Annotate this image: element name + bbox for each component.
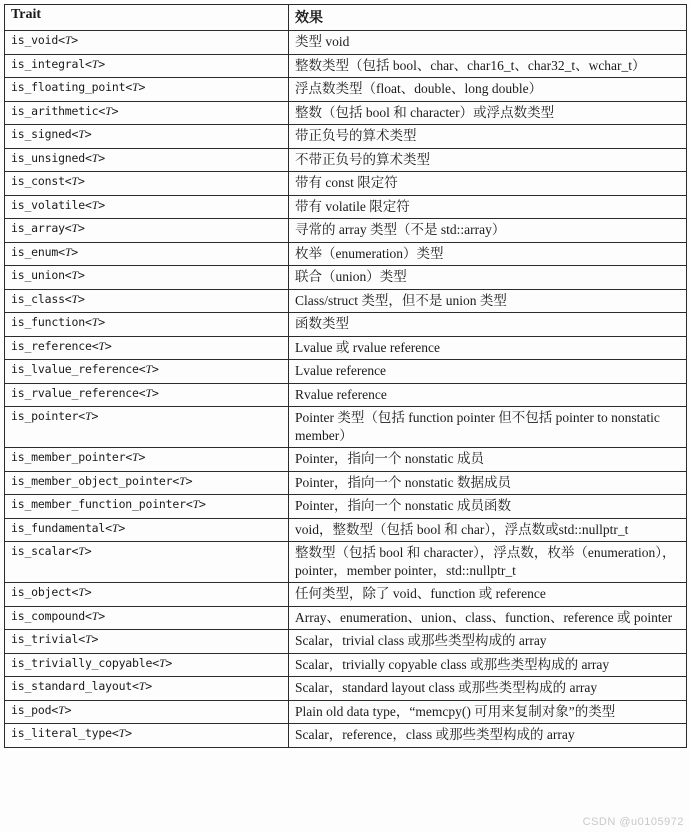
angle-close: >: [78, 268, 85, 282]
trait-template-param: T: [132, 450, 139, 464]
trait-name-cell: [5, 724, 289, 748]
angle-open: <: [138, 385, 146, 400]
angle-close: >: [91, 409, 99, 423]
trait-name: is_rvalue_reference: [11, 385, 139, 400]
trait-effect-cell: Pointer，指向一个 nonstatic 数据成员: [289, 471, 687, 495]
trait-name-cell: [5, 448, 289, 472]
trait-name-cell: [5, 125, 289, 149]
trait-name: is_member_pointer: [11, 450, 126, 464]
angle-open: <: [58, 244, 65, 259]
angle-open: <: [78, 632, 85, 646]
angle-close: >: [71, 33, 79, 47]
angle-close: >: [98, 197, 105, 212]
angle-open: <: [78, 409, 85, 423]
trait-name: is_signed: [11, 127, 72, 141]
table-row: [5, 677, 687, 701]
angle-close: >: [185, 473, 193, 488]
trait-name-cell: [5, 360, 289, 384]
trait-name: is_unsigned: [11, 150, 85, 165]
trait-effect-cell: void，整数型（包括 bool 和 char），浮点数或std::nullptr_t: [289, 518, 687, 542]
trait-name-cell: [5, 266, 289, 290]
trait-effect-cell: 任何类型，除了 void、function 或 reference: [289, 583, 687, 607]
trait-name-cell: [5, 630, 289, 654]
angle-open: <: [172, 473, 180, 488]
angle-open: <: [125, 450, 133, 464]
table-row: [5, 448, 687, 472]
angle-close: >: [84, 127, 92, 141]
trait-name: is_compound: [11, 608, 85, 623]
angle-open: <: [84, 197, 92, 212]
trait-effect-cell: Lvalue reference: [289, 360, 687, 384]
table-row: [5, 125, 687, 149]
trait-effect-cell: Pointer，指向一个 nonstatic 成员: [289, 448, 687, 472]
table-row: [5, 407, 687, 448]
table-row: [5, 172, 687, 196]
trait-template-param: T: [64, 244, 72, 259]
table-row: [5, 653, 687, 677]
angle-close: >: [104, 338, 112, 353]
trait-name: is_reference: [11, 338, 92, 353]
trait-name: is_arithmetic: [11, 103, 99, 118]
column-header-trait: Trait: [5, 5, 289, 31]
table-header-row: [5, 5, 687, 31]
angle-open: <: [71, 544, 79, 558]
trait-template-param: T: [58, 702, 65, 717]
trait-name-cell: [5, 407, 289, 448]
angle-close: >: [71, 244, 79, 259]
angle-open: <: [58, 33, 65, 47]
table-row: [5, 266, 687, 290]
angle-open: <: [64, 268, 72, 282]
trait-effect-cell: Lvalue 或 rvalue reference: [289, 336, 687, 360]
angle-close: >: [125, 726, 132, 740]
angle-close: >: [151, 362, 159, 376]
angle-close: >: [111, 103, 119, 118]
trait-name: is_floating_point: [11, 80, 126, 94]
trait-template-param: T: [91, 150, 99, 165]
table-row: [5, 471, 687, 495]
trait-name: is_function: [11, 315, 85, 329]
trait-effect-cell: Rvalue reference: [289, 383, 687, 407]
angle-open: <: [64, 291, 72, 306]
trait-effect-cell: 浮点数类型（float、double、long double）: [289, 78, 687, 102]
table-row: [5, 360, 687, 384]
trait-name: is_trivially_copyable: [11, 655, 153, 670]
trait-effect-cell: 枚举（enumeration）类型: [289, 242, 687, 266]
trait-template-param: T: [71, 221, 79, 235]
trait-name-cell: [5, 101, 289, 125]
table-row: [5, 583, 687, 607]
trait-template-param: T: [118, 726, 126, 740]
table-row: [5, 195, 687, 219]
trait-name: is_volatile: [11, 197, 85, 212]
angle-close: >: [165, 655, 173, 670]
trait-effect-cell: 不带正负号的算术类型: [289, 148, 687, 172]
trait-name: is_enum: [11, 244, 59, 259]
trait-effect-cell: 联合（union）类型: [289, 266, 687, 290]
angle-close: >: [84, 544, 92, 558]
trait-name-cell: [5, 31, 289, 55]
angle-close: >: [91, 632, 99, 646]
angle-open: <: [185, 497, 193, 511]
trait-template-param: T: [138, 679, 146, 693]
angle-open: <: [84, 608, 92, 623]
trait-name: is_const: [11, 174, 65, 188]
table-row: [5, 518, 687, 542]
trait-template-param: T: [71, 268, 79, 282]
angle-close: >: [138, 450, 146, 464]
trait-name: is_object: [11, 585, 72, 599]
trait-effect-cell: Pointer，指向一个 nonstatic 成员函数: [289, 495, 687, 519]
trait-name-cell: [5, 219, 289, 243]
angle-open: <: [71, 127, 79, 141]
trait-template-param: T: [78, 585, 85, 599]
angle-open: <: [64, 174, 72, 188]
trait-name: is_lvalue_reference: [11, 362, 139, 376]
angle-close: >: [118, 520, 126, 535]
trait-template-param: T: [132, 80, 139, 94]
trait-effect-cell: Scalar，trivial class 或那些类型构成的 array: [289, 630, 687, 654]
table-row: [5, 724, 687, 748]
trait-template-param: T: [192, 497, 200, 511]
trait-name-cell: [5, 518, 289, 542]
trait-template-param: T: [64, 33, 72, 47]
angle-open: <: [152, 655, 159, 670]
table-row: [5, 542, 687, 583]
trait-effect-cell: Scalar，reference，class 或那些类型构成的 array: [289, 724, 687, 748]
trait-template-param: T: [84, 632, 92, 646]
trait-effect-cell: Class/struct 类型，但不是 union 类型: [289, 289, 687, 313]
table-row: [5, 148, 687, 172]
trait-name: is_void: [11, 33, 59, 47]
trait-name-cell: [5, 172, 289, 196]
trait-template-param: T: [78, 544, 85, 558]
angle-close: >: [84, 585, 92, 599]
table-row: [5, 289, 687, 313]
trait-name-cell: [5, 336, 289, 360]
angle-open: <: [91, 338, 99, 353]
trait-name-cell: [5, 78, 289, 102]
trait-name-cell: [5, 242, 289, 266]
trait-name-cell: [5, 495, 289, 519]
document-page: [0, 4, 690, 832]
trait-name: is_pointer: [11, 409, 79, 423]
trait-name-cell: [5, 313, 289, 337]
angle-close: >: [138, 80, 146, 94]
trait-name: is_integral: [11, 56, 85, 71]
table-row: [5, 495, 687, 519]
angle-open: <: [84, 315, 92, 329]
trait-name-cell: [5, 54, 289, 78]
trait-template-param: T: [145, 362, 152, 376]
trait-name-cell: [5, 471, 289, 495]
trait-template-param: T: [158, 655, 166, 670]
trait-name: is_member_function_pointer: [11, 497, 186, 511]
trait-template-param: T: [91, 315, 99, 329]
column-header-effect: 效果: [289, 5, 687, 31]
trait-name: is_pod: [11, 702, 52, 717]
trait-template-param: T: [145, 385, 152, 400]
trait-name: is_literal_type: [11, 726, 112, 740]
trait-name-cell: [5, 606, 289, 630]
angle-close: >: [145, 679, 152, 693]
trait-template-param: T: [71, 291, 79, 306]
trait-effect-cell: Scalar，trivially copyable class 或那些类型构成的 array: [289, 653, 687, 677]
table-row: [5, 242, 687, 266]
trait-name: is_class: [11, 291, 65, 306]
trait-effect-cell: 整数型（包括 bool 和 character），浮点数，枚举（enumeration），pointer，member pointer，std::nullptr_t: [289, 542, 687, 583]
angle-open: <: [64, 221, 72, 235]
table-row: [5, 630, 687, 654]
angle-open: <: [84, 150, 92, 165]
trait-name: is_standard_layout: [11, 679, 133, 693]
table-row: [5, 54, 687, 78]
trait-name: is_scalar: [11, 544, 72, 558]
angle-open: <: [132, 679, 139, 693]
trait-effect-cell: Plain old data type，“memcpy() 可用来复制对象”的类型: [289, 700, 687, 724]
trait-effect-cell: 整数类型（包括 bool、char、char16_t、char32_t、wchar_t）: [289, 54, 687, 78]
table-row: [5, 700, 687, 724]
trait-name: is_fundamental: [11, 520, 106, 535]
table-row: [5, 101, 687, 125]
table-row: [5, 383, 687, 407]
trait-template-param: T: [91, 197, 99, 212]
angle-open: <: [138, 362, 146, 376]
type-traits-table: [4, 4, 687, 748]
trait-effect-cell: 带正负号的算术类型: [289, 125, 687, 149]
angle-open: <: [51, 702, 59, 717]
angle-open: <: [84, 56, 92, 71]
trait-effect-cell: Array、enumeration、union、class、function、reference 或 pointer: [289, 606, 687, 630]
trait-template-param: T: [91, 56, 99, 71]
trait-template-param: T: [179, 473, 186, 488]
trait-effect-cell: Pointer 类型（包括 function pointer 但不包括 pointer to nonstatic member）: [289, 407, 687, 448]
trait-name: is_member_object_pointer: [11, 473, 173, 488]
table-body: [5, 31, 687, 748]
angle-close: >: [78, 174, 85, 188]
trait-effect-cell: 带有 const 限定符: [289, 172, 687, 196]
table-row: [5, 336, 687, 360]
trait-effect-cell: 带有 volatile 限定符: [289, 195, 687, 219]
trait-template-param: T: [78, 127, 85, 141]
table-row: [5, 31, 687, 55]
table-row: [5, 313, 687, 337]
angle-close: >: [199, 497, 206, 511]
trait-template-param: T: [98, 338, 105, 353]
trait-name-cell: [5, 542, 289, 583]
trait-template-param: T: [91, 608, 99, 623]
trait-effect-cell: 类型 void: [289, 31, 687, 55]
trait-template-param: T: [111, 520, 119, 535]
angle-open: <: [105, 520, 112, 535]
angle-close: >: [78, 221, 85, 235]
table-row: [5, 606, 687, 630]
angle-close: >: [98, 315, 105, 329]
angle-close: >: [98, 56, 105, 71]
trait-name-cell: [5, 148, 289, 172]
trait-effect-cell: Scalar，standard layout class 或那些类型构成的 array: [289, 677, 687, 701]
table-row: [5, 219, 687, 243]
angle-close: >: [78, 291, 85, 306]
watermark-text: CSDN @u0105972: [582, 816, 684, 828]
trait-name-cell: [5, 289, 289, 313]
angle-open: <: [111, 726, 119, 740]
trait-effect-cell: 函数类型: [289, 313, 687, 337]
angle-close: >: [64, 702, 72, 717]
trait-template-param: T: [105, 103, 112, 118]
trait-name: is_array: [11, 221, 65, 235]
trait-effect-cell: 整数（包括 bool 和 character）或浮点数类型: [289, 101, 687, 125]
trait-name-cell: [5, 700, 289, 724]
angle-close: >: [151, 385, 159, 400]
angle-close: >: [98, 150, 105, 165]
trait-name-cell: [5, 677, 289, 701]
angle-open: <: [98, 103, 106, 118]
trait-name-cell: [5, 383, 289, 407]
trait-name-cell: [5, 653, 289, 677]
angle-close: >: [98, 608, 105, 623]
trait-template-param: T: [71, 174, 79, 188]
table-row: [5, 78, 687, 102]
angle-open: <: [71, 585, 79, 599]
trait-name: is_union: [11, 268, 65, 282]
trait-name: is_trivial: [11, 632, 79, 646]
trait-effect-cell: 寻常的 array 类型（不是 std::array）: [289, 219, 687, 243]
trait-name-cell: [5, 195, 289, 219]
angle-open: <: [125, 80, 133, 94]
trait-name-cell: [5, 583, 289, 607]
trait-template-param: T: [84, 409, 92, 423]
